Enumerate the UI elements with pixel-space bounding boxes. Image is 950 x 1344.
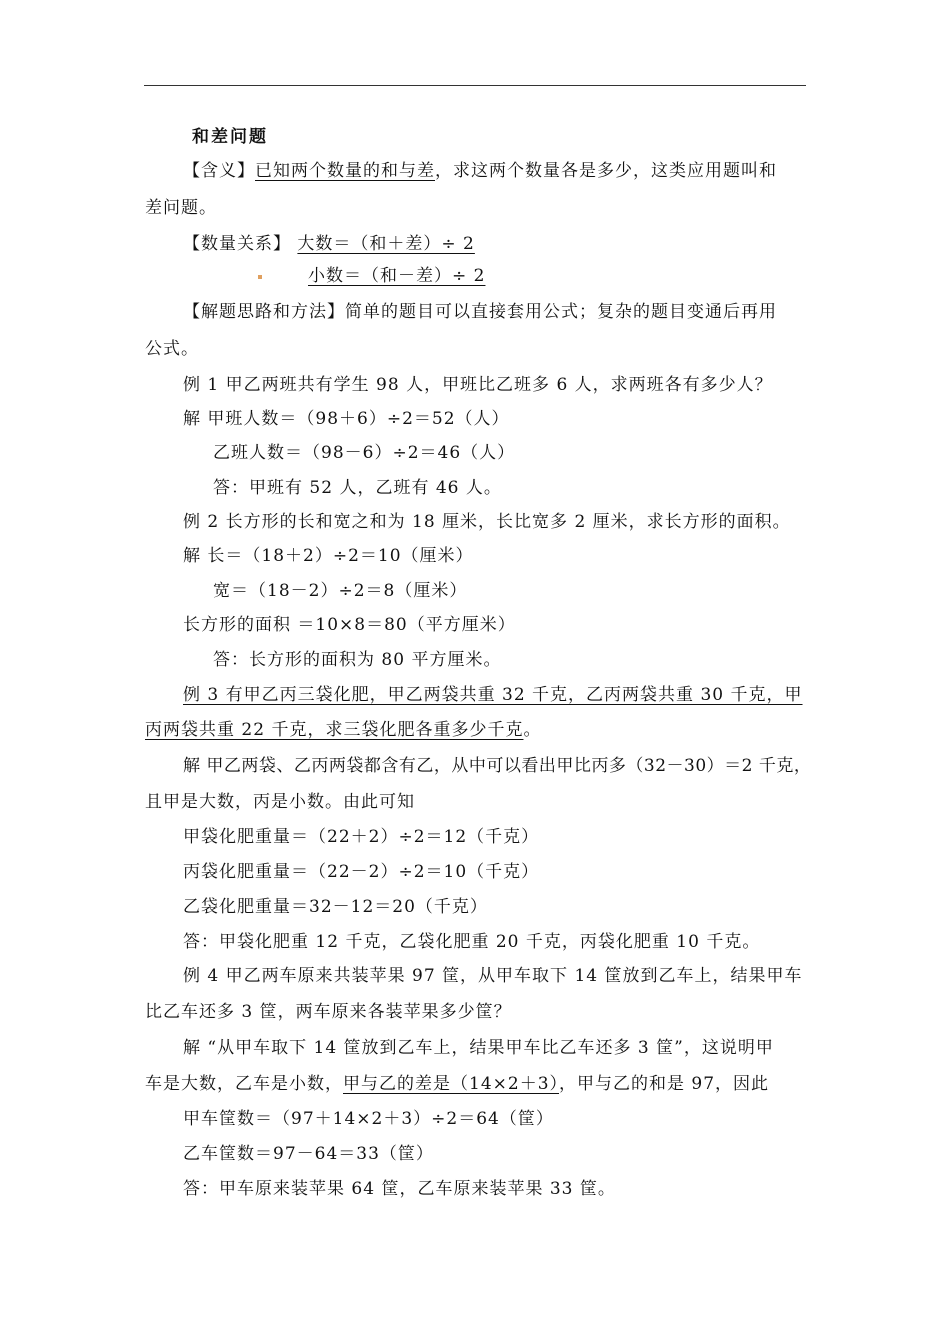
ex3-problem-underlined: 丙两袋共重 22 千克，求三袋化肥各重多少千克 xyxy=(145,720,524,740)
method-label: 【解题思路和方法】 xyxy=(183,302,345,322)
relation-line xyxy=(183,233,475,255)
definition-text: ，求这两个数量各是多少，这类应用题叫和 xyxy=(435,161,777,181)
ex4-solution-line1: 解 “从甲车取下 14 筐放到乙车上，结果甲车比乙车还多 3 筐”，这说明甲 xyxy=(183,1038,774,1058)
ex4-problem-line1: 例 4 甲乙两车原来共装苹果 97 筐，从甲车取下 14 筐放到乙车上，结果甲车 xyxy=(183,966,803,986)
definition-label: 【含义】 xyxy=(183,161,255,181)
ex3-step1: 甲袋化肥重量＝（22＋2）÷2＝12（千克） xyxy=(183,827,540,847)
ex4-solution-line2 xyxy=(145,1073,769,1095)
ex4-answer: 答：甲车原来装苹果 64 筐，乙车原来装苹果 33 筐。 xyxy=(183,1179,616,1199)
ex3-problem-line1: 例 3 有甲乙丙三袋化肥，甲乙两袋共重 32 千克，乙丙两袋共重 30 千克，甲 xyxy=(183,685,803,705)
relation-big: 大数＝（和＋差）÷ 2 xyxy=(297,234,475,254)
ex3-solution-line2: 且甲是大数，丙是小数。由此可知 xyxy=(145,792,415,812)
definition-line xyxy=(183,160,777,182)
ex3-answer: 答：甲袋化肥重 12 千克，乙袋化肥重 20 千克，丙袋化肥重 10 千克。 xyxy=(183,932,761,952)
relation-label: 【数量关系】 xyxy=(183,234,291,254)
ex4-solution-pre: 车是大数，乙车是小数， xyxy=(145,1074,343,1094)
ex3-step2: 丙袋化肥重量＝（22－2）÷2＝10（千克） xyxy=(183,862,540,882)
ex2-step3: 长方形的面积 ＝10×8＝80（平方厘米） xyxy=(183,615,516,635)
ex1-step2: 乙班人数＝（98－6）÷2＝46（人） xyxy=(213,443,516,463)
definition-cont: 差问题。 xyxy=(145,198,217,218)
ex2-problem: 例 2 长方形的长和宽之和为 18 厘米，长比宽多 2 厘米，求长方形的面积。 xyxy=(183,512,791,532)
ex1-answer: 答：甲班有 52 人，乙班有 46 人。 xyxy=(213,478,502,498)
stray-mark xyxy=(258,275,262,279)
header-rule xyxy=(144,85,806,86)
ex4-step2: 乙车筐数＝97－64＝33（筐） xyxy=(183,1144,434,1164)
definition-underlined: 已知两个数量的和与差 xyxy=(255,161,435,181)
ex1-problem: 例 1 甲乙两班共有学生 98 人，甲班比乙班多 6 人，求两班各有多少人？ xyxy=(183,375,773,395)
ex3-problem-end: 。 xyxy=(523,720,542,740)
relation-small: 小数＝（和－差）÷ 2 xyxy=(308,266,486,286)
ex2-answer: 答：长方形的面积为 80 平方厘米。 xyxy=(213,650,502,670)
method-text: 简单的题目可以直接套用公式；复杂的题目变通后再用 xyxy=(345,302,777,322)
ex3-solution-line1: 解 甲乙两袋、乙丙两袋都含有乙，从中可以看出甲比丙多（32－30）＝2 千克， xyxy=(183,756,812,776)
method-line xyxy=(183,301,777,323)
page-title: 和差问题 xyxy=(192,127,268,147)
ex3-step3: 乙袋化肥重量＝32－12＝20（千克） xyxy=(183,897,488,917)
ex1-step1: 解 甲班人数＝（98＋6）÷2＝52（人） xyxy=(183,409,510,429)
ex4-solution-post: ，甲与乙的和是 97，因此 xyxy=(559,1074,770,1094)
ex2-step2: 宽＝（18－2）÷2＝8（厘米） xyxy=(213,581,468,601)
method-cont: 公式。 xyxy=(145,339,199,359)
ex2-step1: 解 长＝（18＋2）÷2＝10（厘米） xyxy=(183,546,474,566)
ex4-solution-underlined: 甲与乙的差是（14×2＋3） xyxy=(343,1074,560,1094)
ex4-problem-line2: 比乙车还多 3 筐，两车原来各装苹果多少筐？ xyxy=(145,1002,512,1022)
ex3-problem-line2 xyxy=(145,719,541,741)
ex4-step1: 甲车筐数＝（97＋14×2＋3）÷2＝64（筐） xyxy=(183,1109,554,1129)
